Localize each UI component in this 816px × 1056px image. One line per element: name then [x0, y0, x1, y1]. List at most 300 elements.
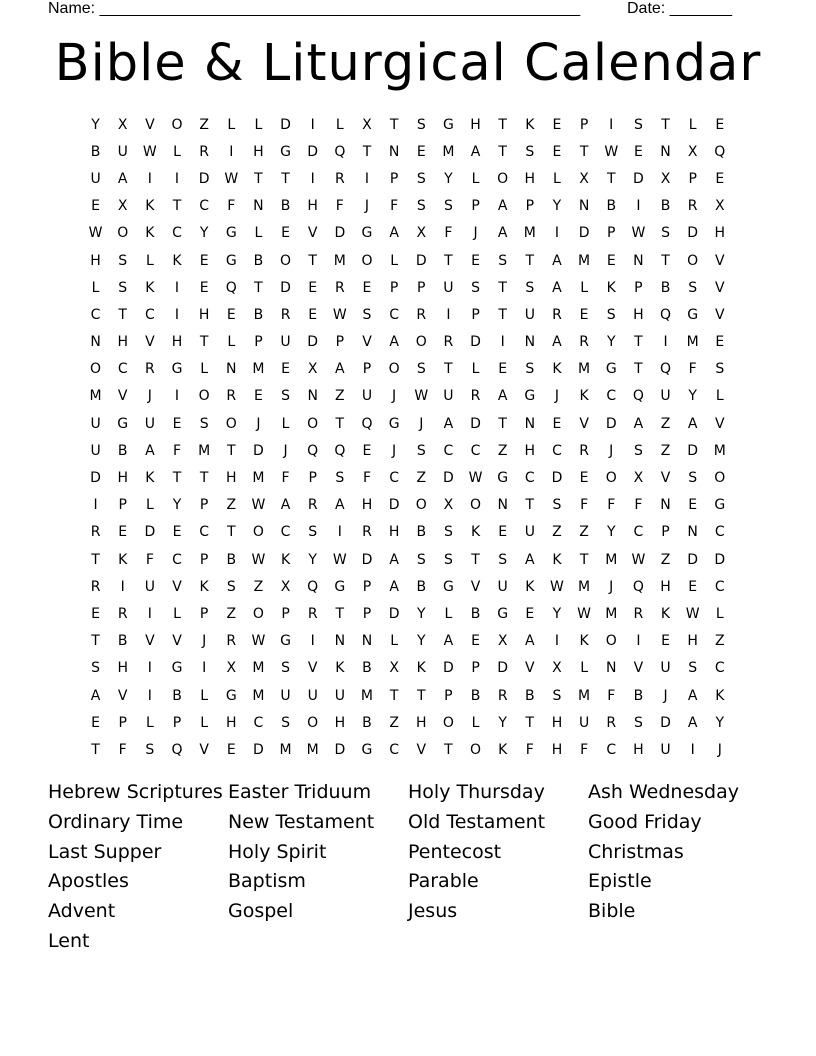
grid-letter: A — [90, 687, 101, 704]
grid-letter: A — [497, 388, 508, 405]
grid-letter: O — [470, 497, 482, 514]
grid-letter: S — [688, 279, 698, 296]
grid-letter: V — [117, 388, 128, 405]
grid-letter: G — [171, 361, 183, 378]
grid-letter: K — [335, 660, 345, 677]
grid-letter: F — [227, 198, 236, 215]
grid-letter: Z — [660, 415, 671, 432]
grid-letter: I — [147, 660, 152, 677]
grid-letter: T — [444, 741, 453, 758]
grid-letter: S — [416, 198, 426, 215]
grid-letter: O — [225, 415, 237, 432]
grid-letter: P — [362, 605, 372, 622]
grid-letter: E — [715, 116, 725, 133]
grid-letter: P — [362, 578, 372, 595]
grid-letter: A — [552, 279, 562, 296]
grid-letter: V — [362, 334, 372, 351]
grid-letter: G — [442, 116, 454, 133]
grid-letter: D — [253, 741, 264, 758]
grid-letter: L — [390, 633, 399, 650]
grid-letter: A — [497, 198, 508, 215]
grid-letter: B — [172, 687, 182, 704]
grid-letter: C — [714, 578, 725, 595]
grid-letter: X — [497, 633, 508, 650]
grid-letter: I — [93, 497, 98, 514]
grid-letter: A — [145, 442, 155, 459]
grid-letter: A — [389, 225, 399, 242]
grid-letter: P — [199, 497, 209, 514]
grid-letter: P — [634, 279, 643, 296]
grid-letter: D — [388, 497, 400, 514]
grid-letter: J — [419, 415, 424, 432]
grid-letter: Y — [498, 714, 507, 731]
grid-letter: I — [690, 741, 695, 758]
grid-letter: E — [199, 279, 209, 296]
grid-letter: Y — [199, 225, 209, 242]
grid-letter: C — [117, 361, 128, 378]
grid-letter: V — [633, 660, 644, 677]
grid-letter: B — [226, 551, 237, 568]
grid-letter: A — [389, 578, 399, 595]
grid-letter: G — [497, 605, 509, 622]
grid-letter: J — [392, 442, 397, 459]
grid-letter: V — [307, 660, 318, 677]
grid-letter: N — [578, 198, 590, 215]
grid-letter: L — [471, 714, 480, 731]
grid-letter: L — [715, 388, 724, 405]
grid-letter: N — [633, 252, 644, 269]
grid-letter: Q — [225, 279, 237, 296]
grid-letter: S — [226, 578, 236, 595]
grid-letter: V — [660, 470, 671, 487]
grid-letter: F — [390, 198, 399, 215]
grid-letter: U — [144, 415, 155, 432]
grid-row — [82, 519, 734, 546]
grid-letter: R — [687, 198, 698, 215]
word-list-item: Lent — [48, 929, 90, 952]
grid-letter: C — [389, 306, 399, 323]
grid-letter: Q — [307, 442, 319, 459]
grid-letter: G — [280, 143, 291, 160]
grid-letter: N — [307, 388, 318, 405]
grid-letter: S — [91, 660, 101, 677]
grid-letter: F — [362, 470, 371, 487]
grid-letter: G — [687, 306, 699, 323]
grid-letter: O — [415, 334, 427, 351]
grid-letter: F — [525, 741, 534, 758]
grid-letter: M — [605, 605, 618, 622]
grid-letter: Z — [253, 578, 264, 595]
grid-letter: D — [415, 252, 427, 269]
grid-letter: E — [552, 116, 562, 133]
grid-letter: P — [471, 198, 480, 215]
grid-letter: C — [714, 660, 725, 677]
grid-letter: Q — [334, 143, 346, 160]
grid-letter: V — [145, 334, 155, 351]
grid-letter: G — [497, 470, 509, 487]
grid-letter: X — [117, 198, 128, 215]
grid-letter: Q — [307, 578, 319, 595]
grid-letter: A — [525, 633, 535, 650]
grid-letter: Y — [552, 605, 562, 622]
grid-letter: D — [660, 714, 671, 731]
grid-letter: P — [335, 334, 345, 351]
grid-letter: E — [579, 306, 589, 323]
grid-letter: H — [524, 170, 536, 187]
grid-letter: P — [607, 225, 616, 242]
grid-letter: S — [281, 388, 290, 405]
grid-letter: D — [90, 470, 101, 487]
grid-letter: J — [609, 442, 614, 459]
grid-letter: E — [579, 470, 589, 487]
grid-letter: N — [606, 660, 617, 677]
grid-letter: V — [416, 741, 427, 758]
grid-letter: T — [579, 143, 589, 160]
grid-letter: R — [280, 306, 291, 323]
grid-letter: P — [525, 198, 535, 215]
grid-letter: V — [145, 633, 155, 650]
grid-letter: G — [388, 415, 400, 432]
grid-letter: Q — [660, 361, 672, 378]
grid-letter: Y — [606, 524, 616, 541]
grid-letter: I — [337, 524, 342, 541]
grid-letter: S — [416, 551, 426, 568]
grid-letter: K — [525, 578, 535, 595]
grid-letter: H — [307, 198, 318, 215]
grid-letter: E — [471, 252, 480, 269]
grid-letter: V — [715, 415, 725, 432]
grid-letter: W — [685, 605, 700, 622]
grid-row — [82, 628, 734, 655]
grid-letter: T — [91, 741, 100, 758]
grid-letter: I — [446, 306, 451, 323]
grid-letter: I — [120, 578, 125, 595]
grid-letter: U — [660, 388, 671, 405]
grid-letter: W — [224, 170, 239, 187]
grid-letter: E — [715, 170, 725, 187]
grid-letter: O — [252, 605, 264, 622]
grid-letter: J — [364, 198, 370, 215]
grid-letter: H — [253, 143, 264, 160]
grid-letter: M — [279, 741, 292, 758]
grid-letter: X — [389, 660, 399, 677]
grid-letter: H — [551, 714, 563, 731]
grid-letter: I — [147, 687, 152, 704]
grid-letter: I — [174, 306, 180, 323]
grid-letter: A — [443, 633, 454, 650]
grid-letter: E — [661, 633, 670, 650]
grid-letter: C — [389, 470, 399, 487]
grid-letter: R — [443, 334, 454, 351]
grid-letter: D — [497, 660, 509, 677]
grid-letter: F — [634, 497, 643, 514]
grid-letter: P — [362, 361, 372, 378]
grid-letter: R — [226, 633, 237, 650]
grid-letter: D — [307, 334, 319, 351]
grid-letter: O — [307, 415, 319, 432]
grid-letter: P — [661, 524, 670, 541]
word-list-item: Epistle — [588, 870, 652, 893]
grid-row — [82, 301, 734, 328]
grid-letter: T — [579, 551, 589, 568]
word-list-item: Pentecost — [408, 840, 502, 863]
grid-letter: V — [117, 687, 128, 704]
grid-letter: F — [580, 741, 589, 758]
grid-letter: W — [251, 551, 266, 568]
grid-letter: E — [226, 306, 236, 323]
grid-letter: K — [280, 551, 291, 568]
grid-letter: I — [636, 198, 641, 215]
grid-letter: F — [335, 198, 344, 215]
grid-letter: L — [227, 116, 236, 133]
grid-letter: L — [281, 415, 290, 432]
grid-letter: E — [281, 361, 290, 378]
grid-letter: M — [333, 252, 346, 269]
grid-letter: D — [334, 225, 346, 242]
grid-letter: S — [661, 225, 670, 242]
grid-row — [82, 600, 734, 627]
grid-letter: S — [308, 524, 318, 541]
grid-letter: S — [633, 116, 643, 133]
word-list-item: Advent — [48, 900, 116, 923]
grid-letter: E — [91, 714, 100, 731]
grid-letter: E — [172, 524, 182, 541]
grid-letter: C — [389, 741, 399, 758]
grid-letter: T — [91, 633, 100, 650]
grid-letter: B — [606, 198, 617, 215]
grid-letter: L — [227, 334, 236, 351]
grid-letter: U — [90, 442, 101, 459]
grid-letter: X — [660, 170, 671, 187]
grid-row — [82, 546, 734, 573]
grid-letter: R — [307, 605, 318, 622]
grid-letter: S — [362, 306, 372, 323]
grid-letter: K — [118, 551, 128, 568]
grid-letter: T — [389, 116, 399, 133]
grid-letter: D — [388, 605, 400, 622]
grid-letter: H — [90, 252, 101, 269]
grid-letter: E — [416, 143, 426, 160]
grid-letter: B — [633, 687, 644, 704]
grid-letter: T — [606, 170, 616, 187]
grid-letter: E — [362, 442, 372, 459]
grid-letter: L — [580, 279, 588, 296]
grid-letter: U — [443, 388, 454, 405]
grid-letter: D — [144, 524, 156, 541]
grid-letter: X — [715, 198, 725, 215]
grid-letter: W — [550, 578, 564, 595]
grid-letter: E — [498, 361, 508, 378]
grid-letter: S — [471, 279, 480, 296]
word-list-item: Easter Triduum — [228, 781, 372, 803]
grid-letter: V — [525, 660, 535, 677]
grid-letter: M — [578, 361, 591, 378]
grid-letter: F — [281, 470, 290, 487]
grid-letter: K — [552, 361, 562, 378]
grid-letter: J — [202, 633, 207, 650]
grid-letter: J — [473, 225, 478, 242]
grid-letter: O — [442, 714, 454, 731]
grid-letter: L — [145, 497, 154, 514]
grid-letter: P — [199, 605, 209, 622]
grid-letter: C — [606, 388, 617, 405]
grid-letter: R — [90, 578, 101, 595]
grid-letter: O — [497, 170, 509, 187]
grid-letter: K — [525, 116, 535, 133]
grid-letter: U — [578, 714, 590, 731]
grid-letter: S — [552, 497, 562, 514]
grid-letter: R — [497, 687, 508, 704]
grid-letter: X — [552, 660, 562, 677]
grid-letter: V — [172, 633, 182, 650]
grid-letter: L — [444, 605, 453, 622]
grid-row — [82, 410, 734, 437]
grid-letter: L — [254, 116, 263, 133]
grid-letter: G — [714, 497, 726, 514]
grid-letter: T — [172, 198, 182, 215]
grid-letter: I — [174, 170, 180, 187]
grid-letter: S — [281, 660, 290, 677]
grid-letter: R — [334, 170, 345, 187]
grid-letter: S — [552, 687, 562, 704]
grid-letter: H — [198, 306, 210, 323]
grid-letter: M — [578, 578, 591, 595]
grid-letter: B — [416, 578, 427, 595]
grid-letter: P — [389, 279, 399, 296]
grid-letter: G — [280, 633, 291, 650]
page-title: Bible & Liturgical Calendar — [54, 34, 762, 93]
grid-letter: D — [443, 660, 454, 677]
grid-letter: K — [579, 633, 589, 650]
grid-letter: L — [390, 252, 399, 269]
grid-letter: J — [554, 388, 560, 405]
grid-letter: J — [663, 687, 668, 704]
grid-letter: X — [416, 225, 427, 242]
grid-letter: T — [498, 415, 507, 432]
grid-letter: Z — [416, 470, 427, 487]
grid-letter: E — [172, 415, 182, 432]
grid-letter: S — [633, 442, 643, 459]
grid-letter: A — [633, 415, 644, 432]
grid-letter: Z — [226, 605, 237, 622]
grid-letter: M — [252, 470, 265, 487]
grid-letter: A — [552, 252, 562, 269]
grid-letter: L — [254, 225, 263, 242]
grid-letter: M — [442, 143, 455, 160]
grid-letter: L — [553, 170, 561, 187]
grid-letter: F — [172, 442, 182, 459]
grid-letter: S — [688, 660, 698, 677]
grid-letter: I — [364, 170, 370, 187]
grid-letter: O — [198, 388, 210, 405]
grid-letter: J — [609, 578, 614, 595]
grid-letter: T — [498, 143, 507, 160]
grid-letter: Q — [714, 143, 726, 160]
grid-row — [82, 274, 734, 301]
grid-letter: M — [252, 361, 265, 378]
word-list-item: Gospel — [228, 900, 294, 923]
grid-letter: S — [525, 279, 535, 296]
grid-letter: N — [253, 198, 264, 215]
grid-letter: S — [498, 551, 508, 568]
grid-letter: O — [388, 361, 400, 378]
word-list-item: Baptism — [228, 870, 306, 893]
grid-letter: K — [606, 279, 616, 296]
grid-row — [82, 247, 734, 274]
grid-letter: E — [715, 334, 725, 351]
grid-letter: I — [202, 660, 207, 677]
grid-letter: L — [173, 143, 181, 160]
grid-letter: E — [199, 252, 209, 269]
grid-letter: U — [280, 334, 291, 351]
grid-letter: I — [147, 170, 152, 187]
grid-letter: B — [660, 279, 671, 296]
grid-letter: V — [199, 741, 209, 758]
grid-letter: E — [253, 388, 263, 405]
grid-letter: P — [118, 497, 127, 514]
grid-letter: N — [524, 415, 536, 432]
grid-letter: E — [633, 143, 643, 160]
grid-letter: R — [226, 388, 237, 405]
grid-letter: P — [417, 279, 426, 296]
grid-letter: T — [634, 361, 643, 378]
grid-letter: U — [660, 741, 671, 758]
grid-row — [82, 356, 734, 383]
grid-letter: R — [633, 605, 644, 622]
grid-letter: S — [335, 470, 345, 487]
grid-letter: F — [607, 687, 616, 704]
grid-letter: H — [171, 334, 183, 351]
grid-letter: K — [470, 524, 481, 541]
grid-letter: O — [90, 361, 102, 378]
grid-row — [82, 165, 734, 192]
grid-letter: K — [660, 605, 671, 622]
grid-letter: E — [606, 252, 616, 269]
grid-letter: A — [335, 361, 345, 378]
grid-letter: D — [361, 551, 373, 568]
grid-letter: I — [147, 605, 152, 622]
grid-letter: B — [117, 633, 128, 650]
grid-letter: Y — [308, 551, 317, 568]
grid-letter: T — [254, 279, 263, 296]
grid-letter: H — [388, 524, 400, 541]
grid-letter: E — [118, 524, 128, 541]
grid-letter: O — [117, 225, 129, 242]
grid-letter: M — [252, 687, 265, 704]
grid-letter: Z — [552, 524, 562, 541]
grid-letter: G — [524, 388, 536, 405]
grid-letter: C — [443, 442, 454, 459]
word-list-item: New Testament — [228, 810, 375, 833]
grid-letter: T — [471, 551, 480, 568]
grid-letter: H — [660, 578, 671, 595]
grid-letter: I — [500, 334, 505, 351]
grid-letter: T — [172, 470, 182, 487]
grid-letter: S — [443, 524, 453, 541]
grid-letter: T — [389, 687, 399, 704]
grid-letter: P — [199, 551, 209, 568]
grid-row — [82, 437, 734, 464]
grid-letter: H — [415, 714, 427, 731]
grid-letter: K — [498, 741, 508, 758]
grid-letter: S — [416, 442, 426, 459]
grid-row — [82, 111, 734, 138]
grid-letter: C — [524, 470, 535, 487]
grid-letter: Q — [171, 741, 183, 758]
grid-letter: R — [199, 143, 209, 160]
grid-letter: P — [118, 714, 127, 731]
grid-letter: C — [606, 741, 617, 758]
